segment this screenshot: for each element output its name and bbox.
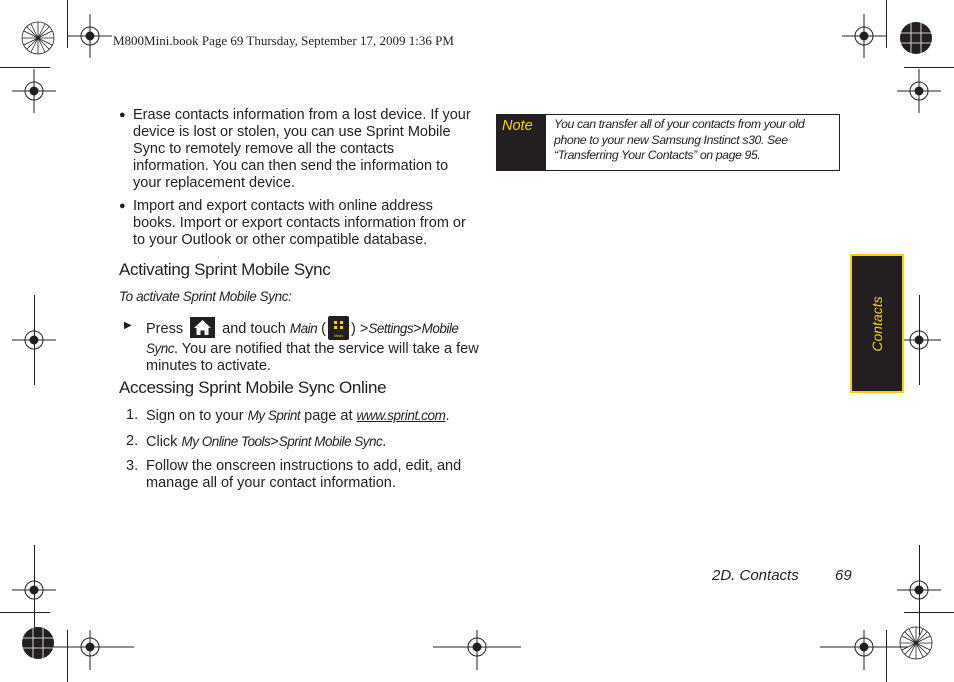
step-text: page at bbox=[304, 408, 353, 424]
registration-target-icon bbox=[12, 69, 56, 113]
note-label: Note bbox=[497, 115, 546, 170]
star-target-icon bbox=[22, 22, 54, 54]
bullet-item bbox=[119, 107, 471, 192]
note-text: You can transfer all of your contacts from your old phone to your new Samsung Instinct s30. See “Transferring Your Contacts” on page 95. bbox=[554, 117, 805, 162]
registration-target-icon bbox=[12, 581, 56, 599]
step-text: Click bbox=[146, 434, 178, 450]
main-term: Main bbox=[289, 321, 318, 336]
menu-arrow: > bbox=[359, 321, 369, 337]
activation-step bbox=[146, 316, 482, 375]
star-target-icon bbox=[900, 627, 932, 659]
step-number: 2. bbox=[126, 433, 139, 449]
menu-arrow: > bbox=[270, 434, 279, 450]
step-text: . bbox=[445, 408, 450, 424]
main-key-label: Main bbox=[334, 333, 343, 338]
bullet-dot-icon: ● bbox=[119, 200, 126, 212]
bullet-item bbox=[119, 198, 471, 249]
section-heading-accessing: Accessing Sprint Mobile Sync Online bbox=[119, 378, 387, 397]
open-paren: ( bbox=[321, 321, 327, 337]
my-online-tools-term: My Online Tools bbox=[181, 434, 271, 449]
side-tab-label: Contacts bbox=[869, 295, 885, 352]
my-sprint-term: My Sprint bbox=[247, 408, 301, 423]
registration-target-icon bbox=[46, 630, 134, 670]
step-text: . bbox=[382, 434, 387, 450]
section-heading-activating: Activating Sprint Mobile Sync bbox=[119, 260, 331, 279]
step-item: Follow the onscreen instructions to add, edit, and manage all of your contact information. bbox=[146, 458, 462, 491]
settings-term: Settings bbox=[368, 321, 414, 336]
bullet-dot-icon: ● bbox=[119, 109, 126, 121]
running-head: M800Mini.book Page 69 Thursday, September 17, 2009 1:36 PM bbox=[113, 33, 454, 48]
registration-target-icon bbox=[820, 630, 908, 670]
registration-target-icon bbox=[897, 581, 941, 599]
procedure-intro: To activate Sprint Mobile Sync: bbox=[119, 289, 292, 304]
press-text: Press bbox=[146, 321, 184, 337]
close-paren: ) bbox=[351, 321, 356, 337]
registration-target-icon bbox=[12, 331, 56, 349]
step-rest-text: . You are notified that the service will take a few minutes to activate. bbox=[146, 341, 479, 374]
registration-target-icon bbox=[842, 14, 886, 58]
registration-target-icon bbox=[68, 14, 112, 58]
registration-target-icon bbox=[897, 69, 941, 113]
page-number: 69 bbox=[835, 567, 852, 584]
mobile-sync-term: Mobile Sync bbox=[146, 321, 459, 356]
menu-arrow: > bbox=[413, 321, 422, 337]
step-number: 3. bbox=[126, 458, 139, 474]
sprint-website-link[interactable]: www.sprint.com bbox=[356, 408, 446, 423]
note-box bbox=[496, 114, 840, 171]
bullet-text: Import and export contacts with online address books. Import or export contacts information from or to your Outlook or other compatible database. bbox=[133, 198, 466, 248]
step-text: Sign on to your bbox=[146, 408, 244, 424]
bullet-text: Erase contacts information from a lost device. If your device is lost or stolen, you can use Sprint Mobile Sync to remotely remove all the contacts information. You can then send the information to your replacement device. bbox=[133, 107, 471, 191]
step-item bbox=[146, 433, 482, 451]
footer-section-title: 2D. Contacts bbox=[712, 567, 799, 584]
step-number: 1. bbox=[126, 407, 139, 423]
sprint-mobile-sync-term: Sprint Mobile Sync bbox=[278, 434, 383, 449]
and-touch-text: and touch bbox=[222, 321, 286, 337]
main-menu-icon bbox=[328, 316, 349, 340]
step-marker-icon: ▶ bbox=[124, 320, 132, 331]
grid-target-icon bbox=[22, 627, 54, 659]
chapter-side-tab bbox=[850, 254, 904, 393]
home-icon bbox=[190, 317, 215, 338]
grid-target-icon bbox=[900, 22, 932, 54]
registration-target-icon bbox=[433, 630, 521, 670]
step-item bbox=[146, 407, 482, 425]
